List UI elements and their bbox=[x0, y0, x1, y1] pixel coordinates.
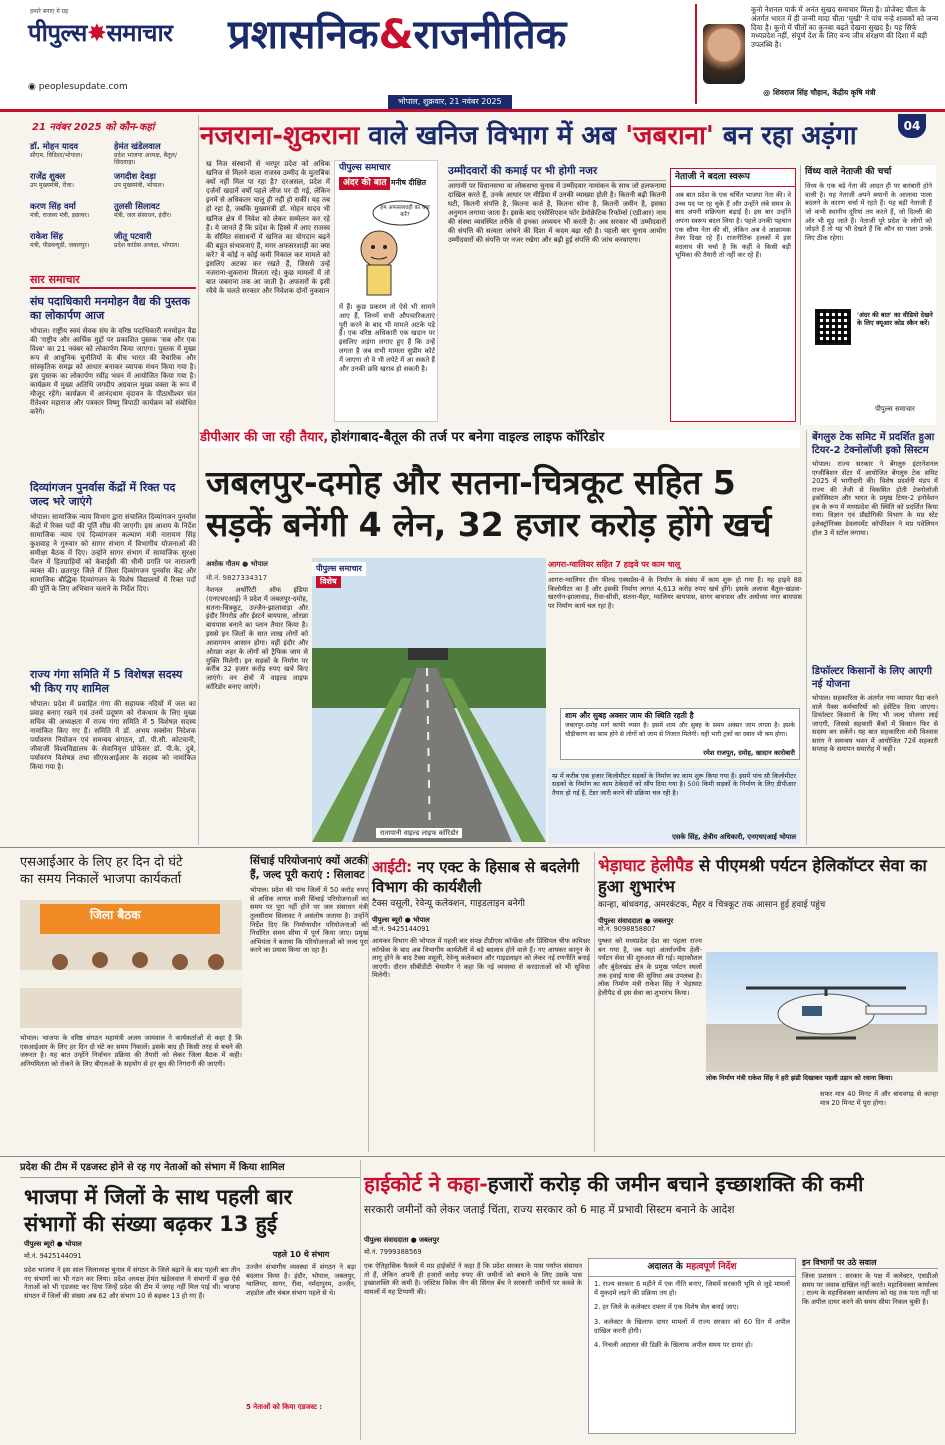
top-story-col-2: में हैं। कुछ प्रकरण तो ऐसे भी सामने आए हैं, जिनमें सभी औपचारिकताएं पूरी करने के बाद भी मामले अटके पड़े हैं। एक वरिष्ठ अधिकारी एक खदान पर इसलिए अड़ंगा लगाए हुए हैं कि उन्हें लगता है जब सभी मामला सुप्रीम कोर्ट में जाएगा तो वे भी लपेटे में आ सकते हैं और उनकी छवि खराब हो सकती है। bbox=[339, 303, 435, 373]
top-headline: नजराना-शुकराना वाले खनिज विभाग में अब 'जबराना' बन रहा अड़ंगा bbox=[200, 121, 857, 151]
qr-code-icon[interactable] bbox=[815, 309, 851, 345]
highway-side-box bbox=[548, 560, 802, 708]
who-item: हेमंत खंडेलवाल प्रदेश भाजपा अध्यक्ष, बैतूल/छिंदवाड़ा। bbox=[114, 141, 177, 167]
highway-author: अशोक गौतम ● भोपाल bbox=[206, 560, 268, 568]
vindhya-box bbox=[800, 165, 936, 425]
nhai-quote-box bbox=[548, 768, 800, 844]
column-brand: पीपुल्स समाचार bbox=[339, 163, 391, 173]
it-author: पीपुल्स ब्यूरो ● भोपाल bbox=[372, 916, 430, 925]
column-divider bbox=[198, 115, 199, 845]
questions-box bbox=[802, 1258, 938, 1434]
page-number: 04 bbox=[898, 114, 926, 138]
jam-body: जबलपुर-दमोह मार्ग काफी व्यस्त है। इसमें शाम और सुबह के समय अक्सर जाम लगता है। इसके चौड़ीकरण का काम होने से लोगों को जाम से निजात मिलेगी। वहीं भारी ट्रकों का दबाव भी कम होगा। bbox=[565, 722, 795, 738]
jam-heading: शाम और सुबह अक्सर जाम की स्थिति रहती है bbox=[565, 711, 694, 720]
side-body: आगरा-ग्वालियर ग्रीन फील्ड एक्सप्रेस-वे के निर्माण के संबंध में काम शुरू हो गया है। यह हाइवे 88 किलोमीटर का है और इसकी निर्माण लागत 4,613 करोड़ रुपए खर्च होंगे। इसके अलावा बैतूल-खंडवा-खरगोन-झालावाड़, रीवा-सीधी, सतना-मैहर, ग्वालियर बायपास, सागर बायपास और अयोध्या नगर बायपास पर निर्माण कार्य चल रहा है। bbox=[548, 576, 802, 610]
sambhag-foot: 5 नेताओं को किया एडजस्ट : bbox=[246, 1403, 323, 1411]
sambhag-box bbox=[246, 1250, 356, 1436]
column-label: अंदर की बात bbox=[339, 177, 390, 190]
quote-box bbox=[695, 4, 940, 104]
sir-headline: एसआईआर के लिए हर दिन दो घंटे का समय निकालें भाजपा कार्यकर्ता bbox=[20, 855, 183, 887]
helicopter-photo bbox=[706, 952, 938, 1072]
who-item: डॉ. मोहन यादव सीएम, विदिशा/भोपाल। bbox=[30, 141, 83, 159]
cartoon-bubble: हम अफसरशाही का क्या करें? bbox=[380, 205, 430, 218]
hc-phone: मो.नं. 7999388569 bbox=[364, 1248, 422, 1256]
highway-author-phone: मो.नं. 9827334317 bbox=[206, 574, 268, 582]
right-story-title: बेंगलुरु टेक समिट में प्रदर्शित हुआ टियर-2 टेक्नोलॉजी इको सिस्टम bbox=[812, 432, 935, 456]
hc-headline: हाईकोर्ट ने कहा-हजारों करोड़ की जमीन बचाने इच्छाशक्ति की कमी bbox=[364, 1172, 864, 1196]
dateline: भोपाल, शुक्रवार, 21 नवंबर 2025 bbox=[388, 95, 512, 109]
questions-body: जिला प्रशासन : सरकार के पक्ष में कलेक्टर, एसडीओ समय पर जवाब दाखिल नहीं करते। महाधिवक्ता कार्यालय : राज्य के महाधिवक्ता कार्यालय को यह तक पता नहीं था कि अपील दायर करने की समय सीमा निकल चुकी है। bbox=[802, 1272, 938, 1306]
brief-story bbox=[30, 668, 196, 772]
heli-photo-caption: लोक निर्माण मंत्री राकेश सिंह ने हरी झंडी दिखाकर पहली उड़ान को रवाना किया। bbox=[706, 1074, 893, 1082]
column-divider bbox=[806, 430, 807, 845]
bjp-body: प्रदेश भाजपा ने इस साल जिलाध्यक्ष चुनाव में संगठन के जिले बढ़ाने के बाद पहली बार तीन नए संभागों का भी गठन कर लिया। प्रदेश अध्यक्ष हेमंत खंडेलवाल ने संभागों में कुछ ऐसे नेताओं को भी एडजस्ट कर दिया जिन्हें प्रदेश की टीम में जगह नहीं मिल पाई थी। भाजपा संगठन में जिलों की संख्या अब 62 और संभाग 10 से बढ़कर 13 हो गए हैं। bbox=[24, 1266, 240, 1300]
right-story-body: भोपाल। सहकारिता के अंतर्गत नया व्यापार पैदा करने वाले पैक्स कर्मचारियों को इंसेंटिव दिया जाएगा। डिफॉल्टर किसानों के लिए भी जल्द योजना लाई जाएगी, जिससे सहकारी बैंकों में किसान फिर से सदस्य बन सकेंगे। यह बात सहकारिता मंत्री विश्वास सारंग ने समन्वय भवन में आयोजित 72वें सहकारी सप्ताह के समापन समारोह में कही। bbox=[812, 694, 938, 754]
left-column bbox=[0, 115, 198, 845]
right-story bbox=[812, 432, 938, 680]
heli-body-2: सफर मात्र 40 मिनट में और बांधवगढ़ से कान्हा मात्र 20 मिनट में पूरा होगा। bbox=[820, 1090, 938, 1107]
directive-item: 1. राज्य सरकार 6 महीने में एक नीति बनाए, जिसमें सरकारी भूमि से जुड़े मामलों में मुकदमे लड़ने की प्रक्रिया तय हो। bbox=[594, 1280, 790, 1297]
masthead bbox=[0, 0, 945, 112]
brand-name: पीपुल्स bbox=[28, 19, 87, 47]
meeting-photo bbox=[20, 900, 242, 1028]
candidates-heading: उम्मीदवारों की कमाई पर भी होगी नजर bbox=[448, 165, 666, 181]
who-item: राकेश सिंह मंत्री, पीडब्ल्यूडी, जबलपुर। bbox=[30, 231, 90, 249]
brief-body: भोपाल। प्रदेश में प्रवाहित गंगा की सहायक नदियों में जल का प्रवाह बनाए रखने एवं उनमें प्रदूषण को रोकथाम के लिए मुख्य सचिव की अध्यक्षता में राज्य गंगा समिति में 5 विशेषज्ञ सदस्य नामांकित किए गए हैं। समिति में डॉ. अभय सक्सेना निदेशक पर्यावरण नियोजन एवं समन्वय संगठन, डॉ. पी.सी. कोटवानी, जीवाजी विश्वविद्यालय के सेवानिवृत्त प्रोफेसर डॉ. पी.के. दुबे, पर्यावरण विशेषज्ञ तथा सीएसआईआर के सदस्य को नामांकित किया गया है। bbox=[30, 699, 196, 772]
it-story bbox=[372, 858, 590, 1133]
neta-box bbox=[670, 168, 796, 422]
hc-body: एक ऐतिहासिक फैसले में मप्र हाईकोर्ट ने कहा है कि प्रदेश सरकार के पास पर्याप्त संसाधन तो हैं, लेकिन अपनी ही हजारों करोड़ रुपए की जमीनों को बचाने के लिए उसके पास इच्छाशक्ति की कमी है। जस्टिस विवेक जैन की सिंगल बेंच ने सरकारी जमीनों पर कब्जे के मामलों में यह टिप्पणी की। bbox=[364, 1262, 582, 1296]
nhai-by: एसके सिंह, क्षेत्रीय अधिकारी, एनएचएआई भोपाल bbox=[672, 832, 796, 841]
column-divider bbox=[360, 1160, 361, 1440]
who-item: राजेंद्र शुक्ल उप मुख्यमंत्री, रीवा। bbox=[30, 171, 74, 189]
who-where-heading: 21 नवंबर 2025 को कौन-कहां bbox=[32, 122, 155, 133]
website-link[interactable]: ◉ peoplesupdate.com bbox=[28, 82, 128, 92]
top-story-col-1: ख निज संस्थानों से भरपूर प्रदेश को अधिक खनिज से मिलने वाला राजस्व उम्मीद के मुताबिक क्यों नहीं मिल पा रहा है? दरअसल, प्रदेश में दर्जनों खदानें वर्षों पहले लीज पर दी गई, लेकिन इनमें से अधिकतर चालू ही नहीं हो सकीं। यह तब हो रहा है, जबकि मुख्यमंत्री डॉ. मोहन यादव भी खनिज क्षेत्र में निवेश को लेकर सम्मेलन कर रहे हैं। ये जानते हैं कि प्रदेश के हिस्से में आए राजस्व के सीमित संसाधनों में खनिज का योगदान बढ़ने की बहुत संभावनाएं हैं, मगर अफसरशाही का क्या करें? वे कोई न कोई कमी निकाल कर मामले को इसलिए अटका कर रखते हैं, जिससे उन्हें नजराना-शुकराना मिलता रहे। कुछ मामलों में तो बात जबराना तक आ जाती है। अफसरों के इसी रवैये के चलते सरकार और निवेशक दोनों नुकसान bbox=[206, 160, 330, 296]
heli-phone: मो.नं. 9098858807 bbox=[598, 925, 656, 934]
brief-body: भोपाल। सामाजिक न्याय विभाग द्वारा संचालित दिव्यांगजन पुनर्वास केंद्रों में रिक्त पदों की पूर्ति शीघ्र की जाएगी। इस आशय के निर्देश सामाजिक न्याय एवं दिव्यांगजन कल्याण मंत्री नारायण सिंह कुशवाह ने गुरुवार को सागर संभाग में विभागीय योजनाओं की समीक्षा बैठक में दिए। उन्होंने सागर संभाग में सामाजिक सुरक्षा पेंशन में हितग्राहियों को केवाईसी की धीमी प्रगति पर नाराजगी व्यक्त की। छतरपुर जिले में जिला दिव्यांगजन पुनर्वास केंद्र और सामाजिक बौद्धिक दिव्यांगजन के विशेष विद्यालयों में रिक्त पदों की पूर्ति के लिए अभियान चलाने के निर्देश दिए। bbox=[30, 512, 196, 594]
who-item: जगदीश देवड़ा उप मुख्यमंत्री, भोपाल। bbox=[114, 171, 165, 189]
sar-samachar-heading: सार समाचार bbox=[30, 273, 196, 289]
section-divider bbox=[0, 847, 945, 848]
brand-tagline: हमारे बनाए ये ग्रह bbox=[30, 8, 69, 15]
sir-story bbox=[20, 855, 242, 889]
section-divider bbox=[0, 1156, 945, 1157]
brand-logo bbox=[28, 18, 173, 48]
directive-item: 3. कलेक्टर के खिलाफ दायर मामलों में राज्य सरकार को 60 दिन में अपील दाखिल करनी होगी। bbox=[594, 1317, 790, 1335]
brand-star-icon: ✸ bbox=[86, 19, 107, 47]
brief-body: भोपाल। राष्ट्रीय स्वयं सेवक संघ के वरिष्ठ पदाधिकारी मनमोहन वैद्य की 'राष्ट्रीय और आर्थिक मुद्दों पर प्रकाशित पुस्तक 'सब और एक विश्व' का 21 नवंबर को लोकार्पण किया जाएगा। पुस्तक में मुख्य रूप से आधुनिक चुनौतियों के बीच भारत की वैचारिक और सांस्कृतिक समझ को आधार बनाकर व्यापक मंथन किया गया है। इस पुस्तक का लोकार्पण रवींद्र भवन में आयोजित किया गया है। कार्यक्रम में मुख्य अतिथि जगदीप अग्रवाल मुख्य वक्ता के रूप में मौजूद रहेंगे। कार्यक्रम में आनंदधाम वृंदावन के पीठाधीश्वर संत रीतेश्वर महाराज और पत्रकार विष्णु त्रिपाठी कार्यक्रम को संबोधित करेंगे। bbox=[30, 326, 196, 417]
column-author: मनीष दीक्षित bbox=[391, 178, 427, 187]
it-phone: मो.नं. 9425144091 bbox=[372, 924, 430, 933]
column-box bbox=[334, 160, 438, 422]
highway-body: नेशनल अथॉरिटी ऑफ इंडिया (एनएचएआई) ने प्रदेश में जबलपुर-दमोह, सतना-चित्रकूट, उज्जैन-झालावाड़ा और इंदौर रिंगरोड और ईस्टर्न बायपास, ओरछा बायपास बनाने का प्लान तैयार किया है। इससे इन जिलों के सात लाख लोगों को आवागमन आसान होगा। वहीं इंदौर और ओरछा शहर के लोगों को ट्रैफिक जाम से मुक्ति मिलेगी। इन सड़कों के निर्माण पर करीब 32 हजार करोड़ रुपए खर्च किए जाएंगे। वन क्षेत्रों में वाइल्ड लाइफ कॉरिडोर बनाए जाएंगे। bbox=[206, 586, 308, 692]
bjp-author: पीपुल्स ब्यूरो ● भोपाल bbox=[24, 1240, 82, 1248]
highway-kicker: डीपीआर की जा रही तैयार, होशंगाबाद-बैतूल की तर्ज पर बनेगा वाइल्ड लाइफ कॉरिडोर bbox=[200, 430, 800, 448]
hc-directives-box bbox=[588, 1258, 796, 1434]
who-item: जीतू पटवारी प्रदेश कांग्रेस अध्यक्ष, भोपाल। bbox=[114, 231, 180, 249]
quote-author: @ शिवराज सिंह चौहान, केंद्रीय कृषि मंत्री bbox=[763, 88, 876, 97]
meeting-banner-text: जिला बैठक bbox=[90, 908, 141, 922]
who-item: तुलसी सिलावट मंत्री, जल संसाधन, इंदौर। bbox=[114, 201, 172, 219]
highway-photo-caption: रातापानी वाइल्ड लाइफ कॉरिडोर bbox=[376, 828, 462, 838]
quote-text: कूनो नेशनल पार्क में अनंत सुखद समाचार मिला है। प्रोजेक्ट चीता के अंतर्गत भारत में ही जन्मी मादा चीता 'मुखी' ने पांच नन्हे शावकों को जन्म दिया है। कूनो में चीतों का कुनबा बढ़ते देखना सुखद है। यह सिर्फ मध्यप्रदेश नहीं, संपूर्ण देश के लिए वन्य जीव संरक्षण की दिशा में बड़ी उपलब्धि है। bbox=[751, 5, 939, 50]
who-item: करण सिंह वर्मा मंत्री, राजस्व मंत्री, इछावर। bbox=[30, 201, 90, 219]
it-headline: आईटी: नए एक्ट के हिसाब से बदलेगी विभाग की कार्यशैली bbox=[372, 858, 580, 896]
directive-item: 2. हर जिले के कलेक्टर दफ्तर में एक विशेष सेल बनाई जाए। bbox=[594, 1303, 739, 1312]
it-subtitle: टैक्स वसूली, रेवेन्यू कलेक्शन, गाइडलाइन बनेगी bbox=[372, 899, 525, 909]
bjp-phone: मो.नं. 9425144091 bbox=[24, 1252, 82, 1260]
right-story-body: भोपाल। राज्य सरकार ने बेंगलुरु इंटरनेशनल एग्जीबिशन सेंटर में आयोजित बेंगलुरु टेक समिट 2025 में भागीदारी की। विशेष प्रदर्शनी मंडप में राज्य की तेजी से विकसित होती टेक्नोलॉजी इकोसिस्टम और भारत के प्रमुख टियर-2 इनोवेशन हब के रूप में मध्यप्रदेश की स्थिति को प्रदर्शित किया गया। विज्ञान एवं प्रौद्योगिकी विभाग के मप्र स्टेट इलेक्ट्रॉनिक्स डेवलपमेंट कॉर्पोरेशन ने मप्र पवेलियन हॉल 3 में स्टॉल लगाया। bbox=[812, 460, 938, 537]
heli-subtitle: कान्हा, बांधवगढ़, अमरकंटक, मैहर व चित्रकूट तक आसान हुई हवाई पहुंच bbox=[598, 899, 826, 910]
heli-author: पीपुल्स संवाददाता ● जबलपुर bbox=[598, 916, 674, 925]
nhai-body: म्प्र में करीब एक हजार किलोमीटर सड़कों के निर्माण का काम शुरू किया गया है। इसमें पांच सौ किलोमीटर सड़कों के निर्माण का काम ठेकेदारों को सौंप दिया गया है। 500 किमी सड़कों के निर्माण के लिए डीपीआर तैयार हो गई हैं, टेंडर जारी करने की प्रक्रिया चल रही है। bbox=[552, 772, 796, 797]
highway-photo bbox=[312, 558, 546, 842]
it-body: आयकर विभाग की भोपाल में पहली बार संपन्न टीडीएस कॉन्फ्रेंस और प्रिंसिपल चीफ कमिश्नर कॉन्फ्रेंस के बाद अब विभागीय कार्यशैली में बड़े बदलाव होने वाले हैं। नए आयकर कानून के लागू होने के बाद टैक्स वसूली, रेवेन्यू कलेक्शन और गाइडलाइन को लेकर नई रणनीति बनाई जाएगी। दौरान सीबीडीटी चेयरमैन ने कहा कि नई व्यवस्था से करदाताओं को भी सुविधा मिलेगी। bbox=[372, 936, 590, 980]
qr-caption: 'अंदर की बात' का वीडियो देखने के लिए क्यूआर कोड स्कैन करें। bbox=[857, 311, 933, 327]
heli-headline: भेड़ाघाट हेलीपैड से पीएमश्री पर्यटन हेलिकॉप्टर सेवा का हुआ शुभारंभ bbox=[598, 856, 927, 897]
special-badge: पीपुल्स समाचार bbox=[312, 562, 366, 576]
highway-headline: जबलपुर-दमोह और सतना-चित्रकूट सहित 5 सड़कें बनेंगी 4 लेन, 32 हजार करोड़ होंगे खर्च bbox=[206, 463, 772, 545]
section-title: प्रशासनिक&राजनीतिक bbox=[228, 12, 567, 58]
sinchai-body: भोपाल। प्रदेश की पांच जिलों में 50 करोड़ रुपए से अधिक लागत वाली सिंचाई परियोजनाओं का समय पर पूरा नहीं होने पर जल संसाधन मंत्री तुलसीराम सिलावट ने असंतोष जताया है। उन्होंने निर्देश दिए कि निर्माणाधीन परियोजनाओं को निर्धारित समय सीमा में पूर्ण किया जाए। प्रमुख अभियंता ने बताया कि परियोजनाओं को जल्द पूरा करने का प्रयास किया जा रहा है। bbox=[250, 886, 368, 955]
jam-by: रमेश राजपूत, दमोह, खादान कारोबारी bbox=[703, 748, 795, 757]
sir-body: भोपाल। भाजपा के वरिष्ठ संगठन महामंत्री अजय जामवाल ने कार्यकर्ताओं से कहा है कि एसआईआर के लिए हर दिन दो घंटे का समय निकालें। इसके बाद ही किसी तरह से बचने की जरूरत है। यह बात उन्होंने निर्वाचन प्रक्रिया की तैयारी को लेकर जिला बैठक में कही। अनियमितता को रोकने के लिए बीएलओ के सहयोग से हर बूथ की निगरानी की जाएगी। bbox=[20, 1034, 242, 1068]
right-story-title: डिफॉल्टर किसानों के लिए आएगी नई योजना bbox=[812, 666, 932, 690]
vindhya-body: विंध्य के एक बड़े नेता की आदत ही पर बारंबारी होने वाली है। यह नेताजी अपने बयानों के आलावा पाला बदलने के कारण चर्चा में रहते हैं। यह बड़ी नेताजी हैं जो कभी स्थानीय दूरियां तय करते हैं, जो दिल्ली की ओर भी मुड़ जाते हैं। नेताजी पूरे प्रदेश के लोगों को जोड़ते हैं तो यह भी देखते हैं कि कौन सा पाला उनके लिए ठीक रहेगा। bbox=[805, 182, 932, 242]
neta-body: अब बात प्रदेश के एक चर्चित भाजपा नेता की। वे उच्च पद पर रह चुके हैं और उन्होंने लंबे समय के बाद अपनी सक्रियता बढ़ाई है। इस बार उन्होंने अपना स्वरूप बदल लिया है। पहले उनकी पहचान एक सौम्य नेता की थी, लेकिन अब वे आक्रामक तेवर दिखा रहे हैं। राजनीतिक हलकों में इस बदलाव की चर्चा है कि कहीं वे किसी बड़ी भूमिका की तैयारी तो नहीं कर रहे हैं। bbox=[675, 191, 791, 260]
neta-title: नेताजी ने बदला स्वरूप bbox=[671, 169, 795, 187]
special-label: विशेष bbox=[316, 576, 341, 588]
hc-author: पीपुल्स संवाददाता ● जबलपुर bbox=[364, 1236, 440, 1244]
bjp-kicker: प्रदेश की टीम में एडजस्ट होने से रह गए नेताओं को संभाग में किया शामिल bbox=[20, 1162, 360, 1178]
vindhya-title: विंध्य वाले नेताजी की चर्चा bbox=[805, 167, 892, 177]
brief-story bbox=[30, 295, 196, 417]
right-story bbox=[812, 666, 938, 834]
brand-name-2: समाचार bbox=[106, 19, 173, 47]
candidates-body: आगामी पर विधानसभा या लोकसभा चुनाव में उम्मीदवार नामांकन के साथ जो हलफनामा दाखिल करते हैं, उनके आधार पर मीडिया में उनकी व्याख्या होती है। कितनी बढ़ी कितनी घटी, कितनी संपत्ति है, कितना कर्ज है, कितना सोना है, कितनी जमीन है, इसका अनुमान लगाया जाता है। इसके बाद एसोसिएशन फॉर डेमोक्रेटिक रिफॉर्म्स (एडीआर) नाम की संस्था व्यवस्थित तरीके से इनका अध्ययन भी करती है। अब सरकार भी उम्मीदवारों की संपत्ति की सत्यता जांचने की दिशा में कदम बढ़ा रही है। पहली बार चुनाव आयोग उम्मीदवारों की संपत्ति पर नजर रखेगा और बढ़ी हुई संपत्ति की जांच करवाएगा। bbox=[448, 182, 666, 244]
heli-body: पुष्कर को मध्यप्रदेश देश का पहला राज्य बन गया है, जब यहां अंतर्राज्यीय हेली-पर्यटन सेवा की शुरुआत की गई। महाकौशल और बुंदेलखंड क्षेत्र के प्रमुख पर्यटन स्थलों तक हवाई यात्रा की सुविधा अब उपलब्ध है। लोक निर्माण मंत्री राकेश सिंह ने भेड़ाघाट हेलीपैड से इस सेवा का शुभारंभ किया। bbox=[598, 937, 702, 997]
hc-directives-title: अदालत के महत्वपूर्ण निर्देश bbox=[589, 1259, 795, 1277]
brief-story bbox=[30, 481, 196, 594]
questions-title: इन विभागों पर उठे सवाल bbox=[802, 1258, 938, 1269]
hc-subtitle: सरकारी जमीनों को लेकर जताई चिंता, राज्य सरकार को 6 माह में प्रभावी सिस्टम बनाने के आदेश bbox=[364, 1204, 735, 1216]
sinchai-title: सिंचाई परियोजनाएं क्यों अटकी हैं, जल्द पूरी कराएं : सिलावट bbox=[250, 855, 368, 881]
column-divider bbox=[368, 852, 369, 1152]
bjp-headline: भाजपा में जिलों के साथ पहली बार संभागों की संख्या बढ़कर 13 हुई bbox=[24, 1185, 293, 1237]
vindhya-brand: पीपुल्स समाचार bbox=[875, 405, 915, 413]
brief-title: संघ पदाधिकारी मनमोहन वैद्य की पुस्तक का लोकार्पण आज bbox=[30, 295, 190, 322]
sinchai-story bbox=[250, 855, 368, 1102]
brief-title: दिव्यांगजन पुनर्वास केंद्रों में रिक्त पद जल्द भरे जाएंगे bbox=[30, 481, 176, 508]
side-heading: आगरा-ग्वालियर सहित 7 हाइवे पर काम चालू bbox=[548, 560, 802, 573]
jam-quote-box bbox=[560, 708, 800, 760]
brief-title: राज्य गंगा समिति में 5 विशेषज्ञ सदस्य भी किए गए शामिल bbox=[30, 668, 183, 695]
sambhag-title: पहले 10 थे संभाग bbox=[272, 1250, 330, 1259]
column-divider bbox=[594, 852, 595, 1152]
sambhag-body: उज्जैन संभागीय व्यवस्था में संगठन ने बड़ा बदलाव किया है। इंदौर, भोपाल, जबलपुर, ग्वालियर, सागर, रीवा, नर्मदापुरम, उज्जैन, शहडोल और चंबल संभाग पहले से थे। bbox=[246, 1263, 356, 1297]
quote-author-photo bbox=[703, 24, 745, 84]
directive-item: 4. निचली अदालत की डिक्री के खिलाफ अपील समय पर दायर हो। bbox=[594, 1341, 753, 1350]
